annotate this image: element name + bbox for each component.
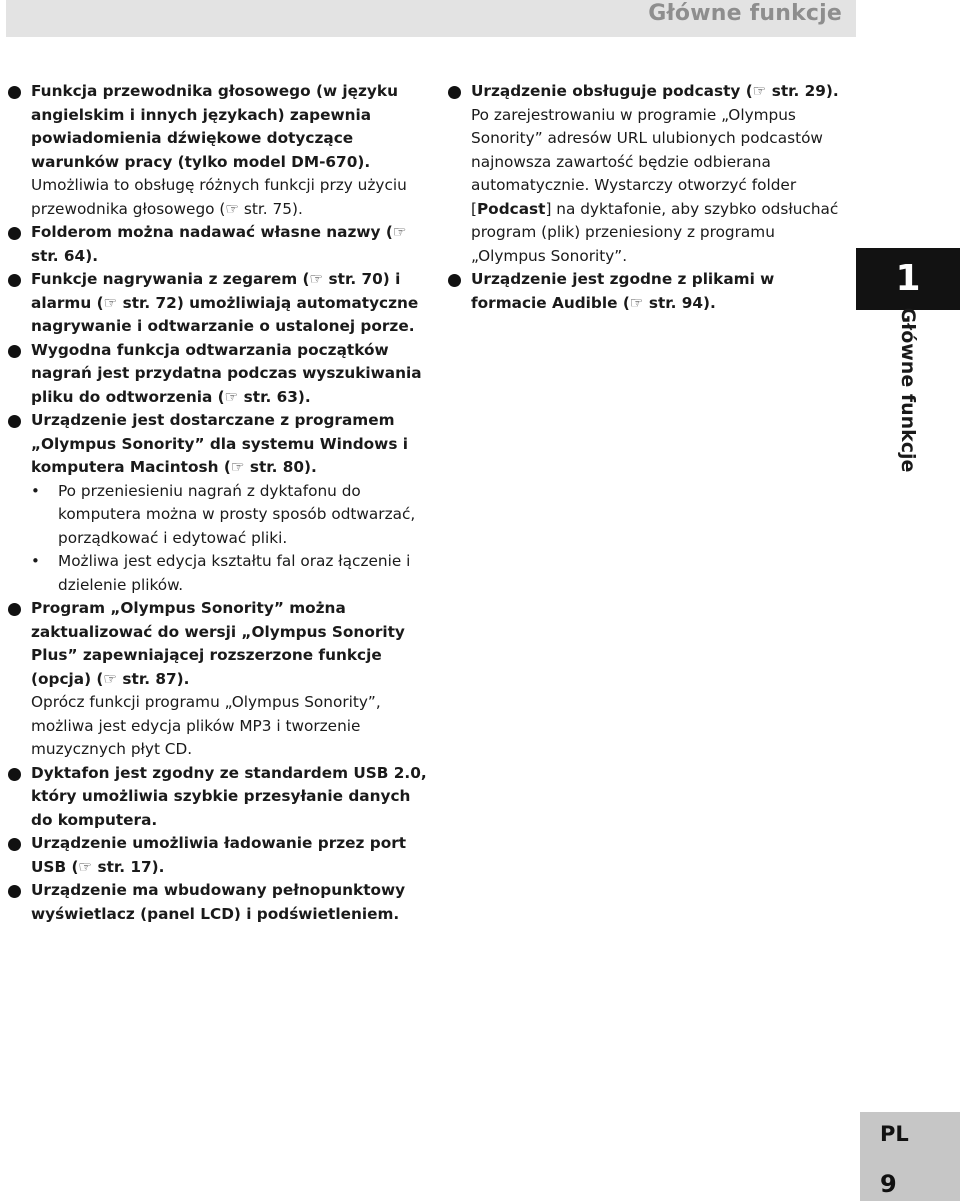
feature-item-audible <box>448 268 848 315</box>
page-reference: (☞ str. 29). <box>745 82 839 100</box>
feature-item-timer-alarm <box>8 268 428 339</box>
description-text: Po zarejestrowaniu w programie „Olympus Sonority” adresów URL ulubionych podcastów najnowsza zawartość będzie odbierana automatycznie. Wystarczy otworzyć folder [ <box>471 105 823 218</box>
chapter-side-title: Główne funkcje <box>897 307 919 473</box>
bullet-icon <box>8 86 21 99</box>
page-reference: (☞ str. 94). <box>622 293 716 312</box>
feature-heading: Urządzenie ma wbudowany pełnopunktowy wyświetlacz (panel LCD) i podświetleniem. <box>31 881 406 923</box>
feature-heading: Dyktafon jest zgodny ze standardem USB 2.0, który umożliwia szybkie przesyłanie danych do komputera. <box>31 763 427 829</box>
feature-heading-text: Folderom można nadawać własne nazwy <box>31 223 381 241</box>
podcast-folder-name: Podcast <box>476 199 546 218</box>
bullet-icon <box>8 838 21 851</box>
page-reference: (☞ str. 64). <box>31 223 407 265</box>
feature-heading <box>471 268 848 315</box>
feature-description: Umożliwia to obsługę różnych funkcji przy użyciu przewodnika głosowego (☞ str. 75). <box>31 176 407 218</box>
feature-heading <box>31 339 428 410</box>
bullet-icon <box>448 274 461 287</box>
feature-heading: Funkcja przewodnika głosowego (w języku angielskim i innych językach) zapewnia powiadomienia dźwiękowe dotyczące warunków pracy (tylko model DM-670). <box>31 82 398 171</box>
feature-heading-text: Urządzenie obsługuje podcasty <box>471 82 741 100</box>
feature-heading <box>31 221 428 268</box>
feature-heading-text: Urządzenie jest zgodne z plikami w formacie Audible <box>471 270 775 312</box>
sub-bullet-item <box>8 550 428 597</box>
bullet-icon <box>8 274 21 287</box>
language-label: PL <box>880 1122 909 1146</box>
sub-bullet-icon: • <box>31 552 40 570</box>
feature-heading <box>31 597 428 691</box>
bullet-icon <box>8 768 21 781</box>
feature-description: Oprócz funkcji programu „Olympus Sonority”, możliwa jest edycja plików MP3 i tworzenie muzycznych płyt CD. <box>31 693 381 758</box>
feature-heading-text: Urządzenie umożliwia ładowanie przez port USB <box>31 834 407 876</box>
feature-item-voice-guide <box>8 80 428 221</box>
feature-item-usb <box>8 762 428 833</box>
feature-item-lcd <box>8 879 428 926</box>
feature-heading-text: Funkcje nagrywania z zegarem <box>31 270 298 288</box>
sub-bullet-icon: • <box>31 481 40 500</box>
feature-item-intro-playback <box>8 339 428 410</box>
header-band <box>6 0 856 37</box>
bullet-icon <box>8 415 21 428</box>
page-header-title: Główne funkcje <box>648 1 842 26</box>
page-reference: (☞ str. 72) <box>96 293 184 312</box>
feature-heading-text: i alarmu <box>31 270 401 312</box>
right-column <box>448 80 848 315</box>
feature-item-podcasts <box>448 80 848 268</box>
feature-heading-text: Program „Olympus Sonority” można zaktualizować do wersji „Olympus Sonority Plus” zapewniającej rozszerzone funkcje (opcja) <box>31 599 405 688</box>
bullet-icon <box>8 603 21 616</box>
page-reference: (☞ str. 70) <box>302 270 390 288</box>
sub-bullet-text: Po przeniesieniu nagrań z dyktafonu do komputera można w prosty sposób odtwarzać, porządkować i edytować pliki. <box>58 481 416 547</box>
feature-item-usb-charging <box>8 832 428 879</box>
language-box <box>860 1112 960 1201</box>
bullet-icon <box>8 345 21 358</box>
feature-heading-text: Urządzenie jest dostarczane z programem „Olympus Sonority” dla systemu Windows i komputera Macintosh <box>31 411 408 476</box>
page-reference: (☞ str. 17). <box>71 857 165 876</box>
feature-heading <box>31 409 428 480</box>
page-reference: (☞ str. 80). <box>223 458 317 476</box>
description-text: ] na dyktafonie, aby szybko odsłuchać program (plik) przeniesiony z programu „Olympus Sonority”. <box>471 199 839 265</box>
feature-description <box>471 104 848 269</box>
feature-item-sonority-plus <box>8 597 428 762</box>
sub-bullet-text: Możliwa jest edycja kształtu fal oraz łączenie i dzielenie plików. <box>58 552 411 594</box>
bullet-icon <box>8 227 21 240</box>
feature-heading <box>31 832 428 879</box>
feature-heading <box>471 80 848 104</box>
left-column <box>8 80 428 926</box>
feature-item-folder-names <box>8 221 428 268</box>
page-number: 9 <box>880 1170 897 1198</box>
feature-item-sonority-software <box>8 409 428 480</box>
feature-heading-text: Wygodna funkcja odtwarzania początków nagrań jest przydatna podczas wyszukiwania pliku do odtworzenia <box>31 340 422 406</box>
feature-heading-text: umożliwiają automatyczne nagrywanie i odtwarzanie o ustalonej porze. <box>31 293 419 335</box>
sub-bullet-item <box>8 480 428 551</box>
page-reference: (☞ str. 63). <box>217 387 311 406</box>
page-reference: (☞ str. 87). <box>96 669 190 688</box>
bullet-icon <box>8 885 21 898</box>
chapter-number-tab: 1 <box>856 248 960 310</box>
bullet-icon <box>448 86 461 99</box>
feature-heading <box>31 268 428 339</box>
